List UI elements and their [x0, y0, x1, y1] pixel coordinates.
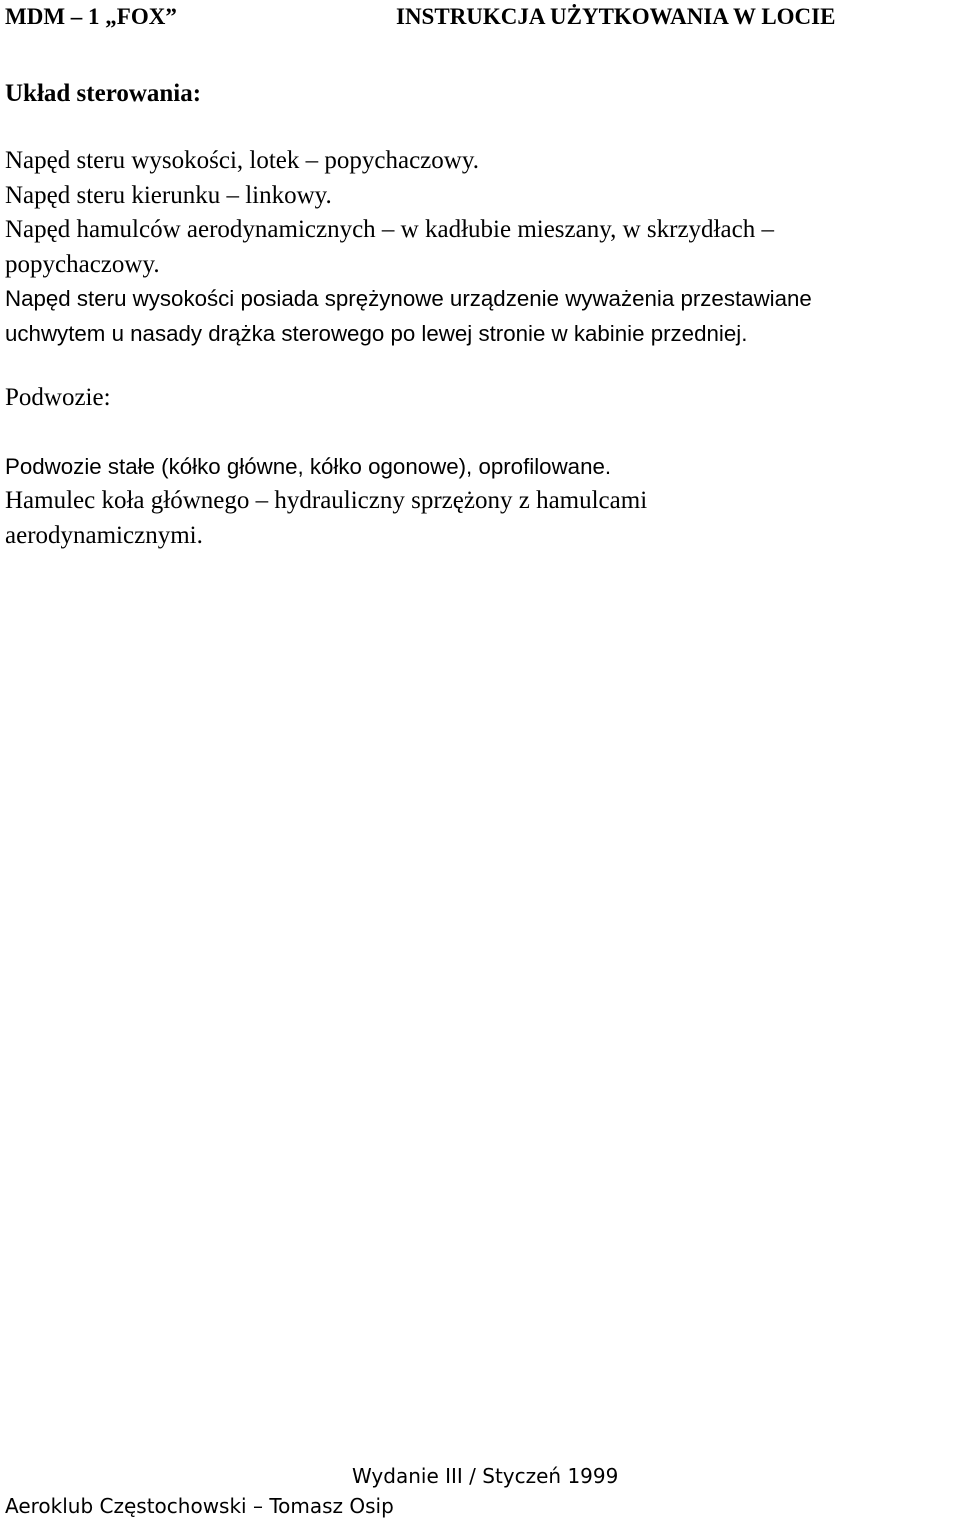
gear-paragraph	[5, 450, 960, 485]
edition-label: Wydanie III / Styczeń 1999	[352, 1464, 619, 1488]
text-line: popychaczowy.	[5, 250, 160, 278]
trim-paragraph	[5, 282, 960, 351]
brake-paragraph	[5, 484, 960, 553]
text-line: Hamulec koła głównego – hydrauliczny sprzężony z hamulcami	[5, 487, 648, 514]
controls-paragraph	[5, 144, 960, 282]
text-line: Napęd hamulców aerodynamicznych – w kadłubie mieszany, w skrzydłach –	[5, 216, 774, 243]
aircraft-name: MDM – 1 „FOX”	[5, 4, 177, 29]
document-title: INSTRUKCJA UŻYTKOWANIA W LOCIE	[396, 4, 836, 29]
text-line: uchwytem u nasady drążka sterowego po lewej stronie w kabinie przedniej.	[5, 320, 748, 346]
section-heading-controls: Układ sterowania:	[5, 80, 202, 107]
section-heading-landing-gear: Podwozie:	[5, 384, 111, 411]
text-line: aerodynamicznymi.	[5, 521, 203, 549]
text-line: Napęd steru wysokości posiada sprężynowe urządzenie wyważenia przestawiane	[5, 286, 812, 311]
text-line: Napęd steru kierunku – linkowy.	[5, 181, 332, 209]
author-label: Aeroklub Częstochowski – Tomasz Osip	[5, 1494, 394, 1518]
text-line: Napęd steru wysokości, lotek – popychaczowy.	[5, 147, 479, 174]
text-line: Podwozie stałe (kółko główne, kółko ogonowe), oprofilowane.	[5, 454, 612, 479]
